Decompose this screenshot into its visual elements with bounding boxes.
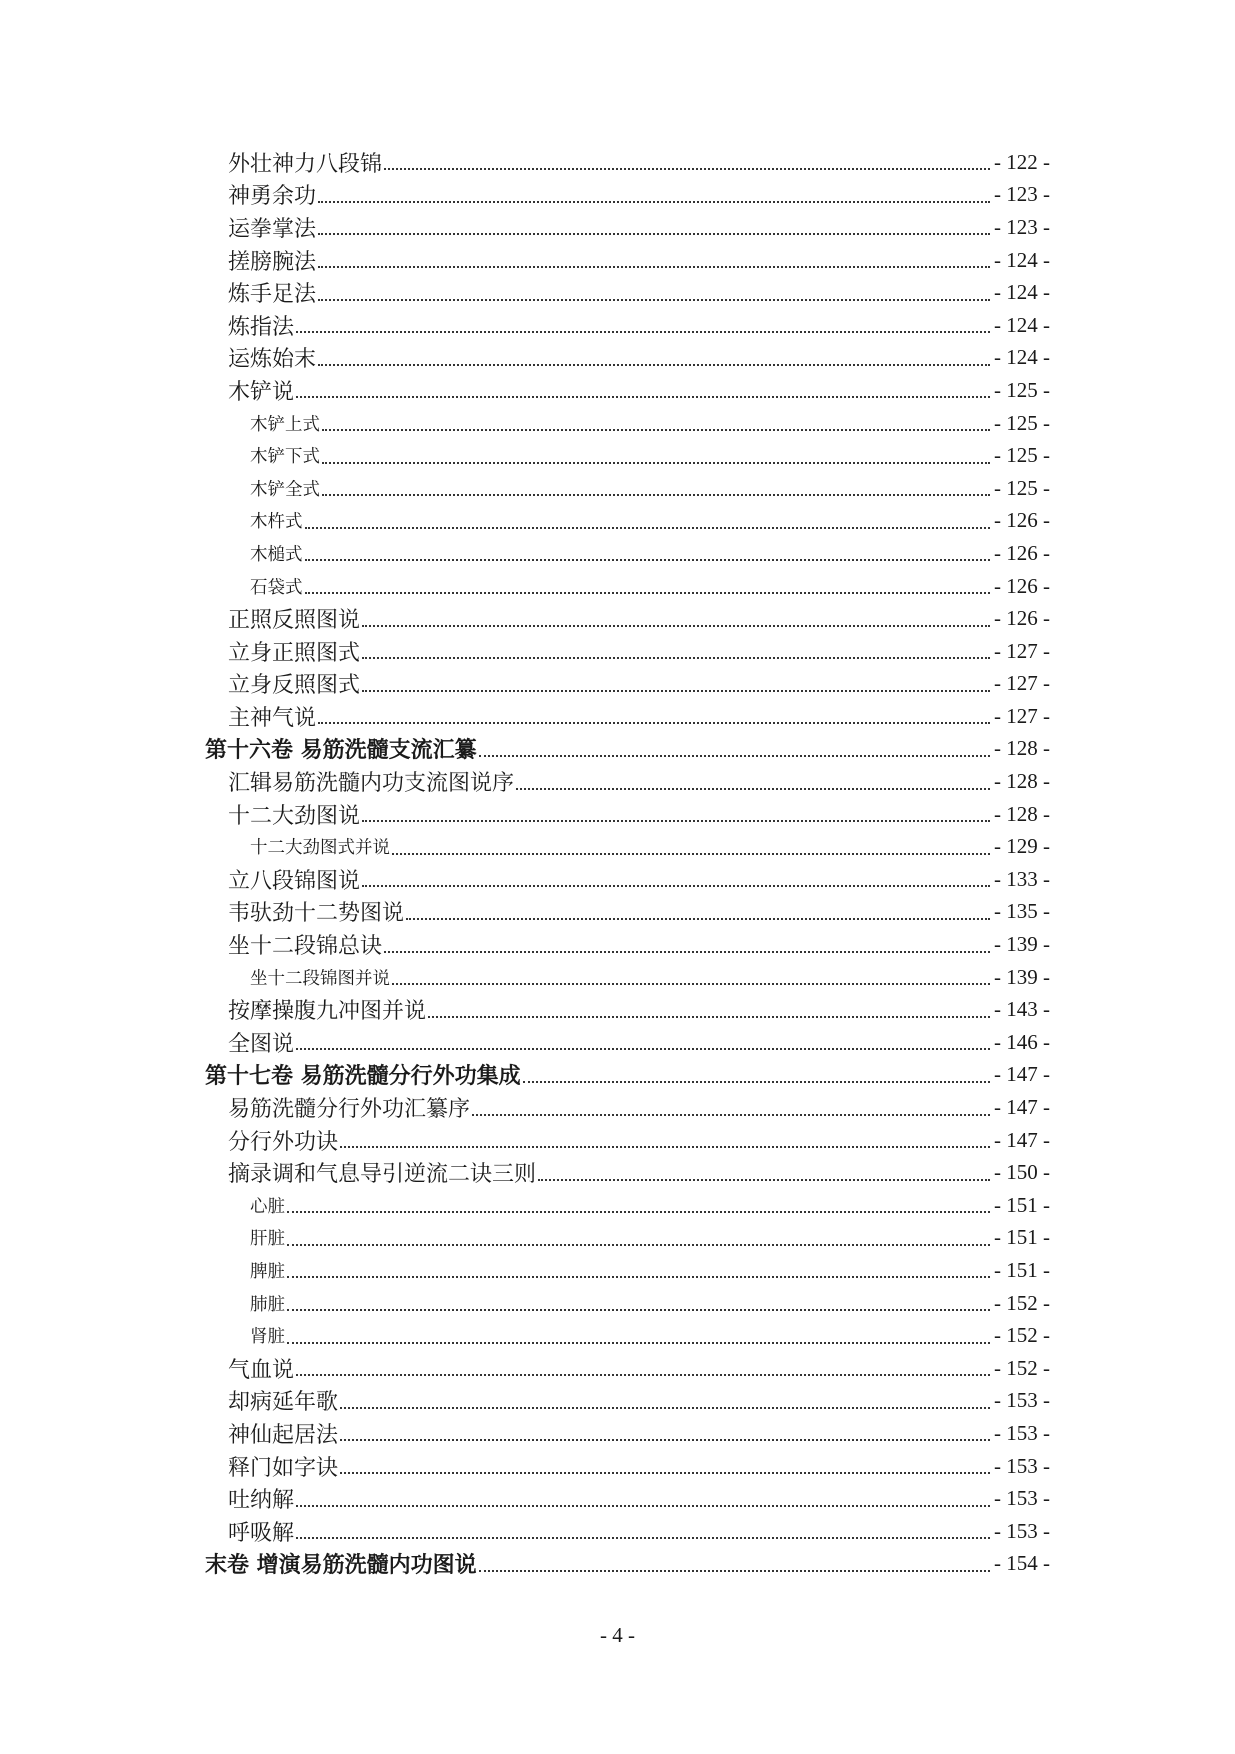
dot-leader [362, 625, 990, 627]
toc-entry-title: 运拳掌法 [228, 216, 317, 242]
toc-entry-title: 肺脏 [250, 1294, 285, 1315]
toc-entry-title: 主神气说 [228, 705, 317, 731]
toc-section-entry[interactable] [0, 1124, 1235, 1157]
toc-entry-title: 按摩操腹九冲图并说 [228, 999, 427, 1025]
dot-leader [384, 168, 990, 170]
toc-entry-title: 神仙起居法 [228, 1422, 339, 1448]
toc-entry-page: - 125 - [994, 377, 1050, 402]
toc-entry-title: 气血说 [228, 1357, 295, 1383]
dot-leader [340, 1472, 990, 1474]
toc-subsection-entry[interactable] [0, 505, 1235, 538]
dot-leader [287, 1276, 990, 1278]
toc-chapter-entry[interactable] [0, 1548, 1235, 1581]
toc-entry-page: - 147 - [994, 1127, 1050, 1152]
toc-section-entry[interactable] [0, 635, 1235, 668]
toc-entry-page: - 124 - [994, 312, 1050, 337]
toc-subsection-entry[interactable] [0, 439, 1235, 472]
toc-section-entry[interactable] [0, 211, 1235, 244]
dot-leader [296, 1505, 990, 1507]
toc-entry-page: - 124 - [994, 247, 1050, 272]
toc-entry-title: 吐纳解 [228, 1488, 295, 1514]
dot-leader [322, 462, 990, 464]
dot-leader [362, 690, 990, 692]
toc-entry-title: 肾脏 [250, 1327, 285, 1348]
toc-entry-title: 立身反照图式 [228, 673, 361, 699]
toc-entry-page: - 126 - [994, 508, 1050, 533]
toc-entry-page: - 133 - [994, 866, 1050, 891]
toc-entry-page: - 147 - [994, 1062, 1050, 1087]
dot-leader [516, 788, 990, 790]
toc-entry-page: - 127 - [994, 671, 1050, 696]
toc-entry-title: 木铲说 [228, 379, 295, 405]
toc-section-entry[interactable] [0, 342, 1235, 375]
toc-subsection-entry[interactable] [0, 830, 1235, 863]
toc-section-entry[interactable] [0, 863, 1235, 896]
toc-entry-title: 易筋洗髓分行外功汇纂序 [228, 1097, 471, 1123]
toc-entry-title: 正照反照图说 [228, 608, 361, 634]
toc-chapter-entry[interactable] [0, 733, 1235, 766]
toc-section-entry[interactable] [0, 993, 1235, 1026]
dot-leader [287, 1309, 990, 1311]
dot-leader [479, 755, 990, 757]
toc-section-entry[interactable] [0, 798, 1235, 831]
toc-entry-title: 韦驮劲十二势图说 [228, 901, 405, 927]
toc-section-entry[interactable] [0, 1156, 1235, 1189]
toc-entry-page: - 125 - [994, 410, 1050, 435]
toc-subsection-entry[interactable] [0, 570, 1235, 603]
toc-entry-title: 搓膀腕法 [228, 249, 317, 275]
toc-entry-page: - 126 - [994, 573, 1050, 598]
dot-leader [322, 494, 990, 496]
toc-entry-page: - 128 - [994, 769, 1050, 794]
toc-section-entry[interactable] [0, 700, 1235, 733]
toc-section-entry[interactable] [0, 765, 1235, 798]
dot-leader [296, 1537, 990, 1539]
toc-section-entry[interactable] [0, 1482, 1235, 1515]
toc-section-entry[interactable] [0, 374, 1235, 407]
toc-section-entry[interactable] [0, 244, 1235, 277]
toc-entry-title: 心脏 [250, 1196, 285, 1217]
toc-entry-title: 分行外功诀 [228, 1129, 339, 1155]
toc-entry-title: 神勇余功 [228, 184, 317, 210]
dot-leader [340, 1407, 990, 1409]
dot-leader [318, 299, 990, 301]
toc-subsection-entry[interactable] [0, 1189, 1235, 1222]
dot-leader [318, 364, 990, 366]
toc-entry-page: - 127 - [994, 703, 1050, 728]
toc-entry-page: - 135 - [994, 899, 1050, 924]
dot-leader [305, 527, 991, 529]
toc-subsection-entry[interactable] [0, 1254, 1235, 1287]
toc-entry-title: 木铲上式 [250, 414, 320, 435]
toc-entry-title: 坐十二段锦总诀 [228, 934, 383, 960]
toc-entry-page: - 146 - [994, 1029, 1050, 1054]
toc-entry-title: 第十六卷 易筋洗髓支流汇纂 [205, 737, 477, 764]
dot-leader [318, 233, 990, 235]
toc-entry-title: 木杵式 [250, 512, 303, 533]
toc-entry-page: - 122 - [994, 149, 1050, 174]
toc-entry-page: - 139 - [994, 932, 1050, 957]
dot-leader [362, 885, 990, 887]
toc-entry-page: - 153 - [994, 1518, 1050, 1543]
toc-entry-page: - 153 - [994, 1486, 1050, 1511]
dot-leader [472, 1114, 990, 1116]
dot-leader [479, 1570, 990, 1572]
dot-leader [538, 1179, 990, 1181]
dot-leader [287, 1342, 990, 1344]
dot-leader [318, 266, 990, 268]
dot-leader [340, 1146, 990, 1148]
toc-entry-title: 汇辑易筋洗髓内功支流图说序 [228, 771, 515, 797]
dot-leader [296, 1048, 990, 1050]
toc-subsection-entry[interactable] [0, 1319, 1235, 1352]
dot-leader [305, 592, 991, 594]
toc-entry-page: - 152 - [994, 1355, 1050, 1380]
toc-section-entry[interactable] [0, 1091, 1235, 1124]
toc-subsection-entry[interactable] [0, 1222, 1235, 1255]
toc-section-entry[interactable] [0, 1417, 1235, 1450]
toc-section-entry[interactable] [0, 896, 1235, 929]
toc-entry-title: 立身正照图式 [228, 640, 361, 666]
toc-section-entry[interactable] [0, 1515, 1235, 1548]
toc-entry-title: 摘录调和气息导引逆流二诀三则 [228, 1162, 537, 1188]
table-of-contents [0, 146, 1235, 1580]
dot-leader [428, 1016, 990, 1018]
toc-entry-title: 十二大劲图说 [228, 803, 361, 829]
dot-leader [287, 1211, 990, 1213]
dot-leader [392, 983, 990, 985]
dot-leader [305, 559, 991, 561]
toc-entry-page: - 123 - [994, 214, 1050, 239]
toc-subsection-entry[interactable] [0, 961, 1235, 994]
toc-entry-title: 木铲全式 [250, 479, 320, 500]
dot-leader [287, 1244, 990, 1246]
toc-section-entry[interactable] [0, 1352, 1235, 1385]
toc-entry-title: 全图说 [228, 1031, 295, 1057]
dot-leader [362, 820, 990, 822]
dot-leader [318, 201, 990, 203]
toc-section-entry[interactable] [0, 928, 1235, 961]
dot-leader [362, 657, 990, 659]
toc-entry-title: 脾脏 [250, 1261, 285, 1282]
toc-entry-page: - 150 - [994, 1160, 1050, 1185]
toc-entry-page: - 153 - [994, 1388, 1050, 1413]
toc-entry-page: - 127 - [994, 638, 1050, 663]
toc-subsection-entry[interactable] [0, 472, 1235, 505]
toc-entry-title: 呼吸解 [228, 1520, 295, 1546]
dot-leader [384, 951, 990, 953]
toc-subsection-entry[interactable] [0, 1287, 1235, 1320]
toc-entry-page: - 126 - [994, 540, 1050, 565]
toc-subsection-entry[interactable] [0, 537, 1235, 570]
toc-entry-page: - 151 - [994, 1192, 1050, 1217]
toc-entry-title: 坐十二段锦图并说 [250, 968, 390, 989]
dot-leader [322, 429, 990, 431]
toc-entry-page: - 124 - [994, 280, 1050, 305]
dot-leader [392, 853, 990, 855]
toc-section-entry[interactable] [0, 179, 1235, 212]
toc-entry-title: 却病延年歌 [228, 1390, 339, 1416]
toc-section-entry[interactable] [0, 602, 1235, 635]
toc-entry-page: - 151 - [994, 1257, 1050, 1282]
toc-entry-page: - 143 - [994, 997, 1050, 1022]
toc-section-entry[interactable] [0, 146, 1235, 179]
toc-entry-page: - 152 - [994, 1290, 1050, 1315]
toc-entry-page: - 125 - [994, 443, 1050, 468]
toc-entry-page: - 151 - [994, 1225, 1050, 1250]
toc-entry-page: - 153 - [994, 1453, 1050, 1478]
toc-entry-title: 运炼始末 [228, 347, 317, 373]
toc-entry-title: 第十七卷 易筋洗髓分行外功集成 [205, 1063, 521, 1090]
toc-section-entry[interactable] [0, 276, 1235, 309]
toc-entry-title: 肝脏 [250, 1229, 285, 1250]
dot-leader [296, 1374, 990, 1376]
toc-section-entry[interactable] [0, 1026, 1235, 1059]
page-number-footer: - 4 - [600, 1623, 635, 1647]
toc-chapter-entry[interactable] [0, 1059, 1235, 1092]
toc-entry-page: - 152 - [994, 1323, 1050, 1348]
toc-subsection-entry[interactable] [0, 407, 1235, 440]
toc-entry-title: 外壮神力八段锦 [228, 151, 383, 177]
dot-leader [340, 1439, 990, 1441]
toc-entry-page: - 129 - [994, 834, 1050, 859]
dot-leader [523, 1081, 990, 1083]
toc-entry-title: 释门如字诀 [228, 1455, 339, 1481]
toc-entry-title: 十二大劲图式并说 [250, 838, 390, 859]
toc-entry-title: 石袋式 [250, 577, 303, 598]
toc-entry-page: - 123 - [994, 182, 1050, 207]
toc-entry-title: 立八段锦图说 [228, 868, 361, 894]
toc-entry-page: - 147 - [994, 1095, 1050, 1120]
toc-entry-page: - 154 - [994, 1551, 1050, 1576]
toc-section-entry[interactable] [0, 309, 1235, 342]
toc-section-entry[interactable] [0, 1385, 1235, 1418]
toc-entry-title: 末卷 增演易筋洗髓内功图说 [205, 1552, 477, 1579]
toc-entry-page: - 153 - [994, 1420, 1050, 1445]
dot-leader [318, 722, 990, 724]
toc-entry-title: 木铲下式 [250, 447, 320, 468]
dot-leader [296, 396, 990, 398]
toc-entry-page: - 126 - [994, 606, 1050, 631]
toc-section-entry[interactable] [0, 1450, 1235, 1483]
toc-entry-title: 炼指法 [228, 314, 295, 340]
toc-entry-page: - 128 - [994, 801, 1050, 826]
toc-entry-page: - 125 - [994, 475, 1050, 500]
toc-entry-title: 炼手足法 [228, 282, 317, 308]
toc-entry-page: - 139 - [994, 964, 1050, 989]
toc-entry-title: 木槌式 [250, 544, 303, 565]
dot-leader [406, 918, 990, 920]
toc-entry-page: - 124 - [994, 345, 1050, 370]
dot-leader [296, 331, 990, 333]
toc-section-entry[interactable] [0, 668, 1235, 701]
toc-entry-page: - 128 - [994, 736, 1050, 761]
